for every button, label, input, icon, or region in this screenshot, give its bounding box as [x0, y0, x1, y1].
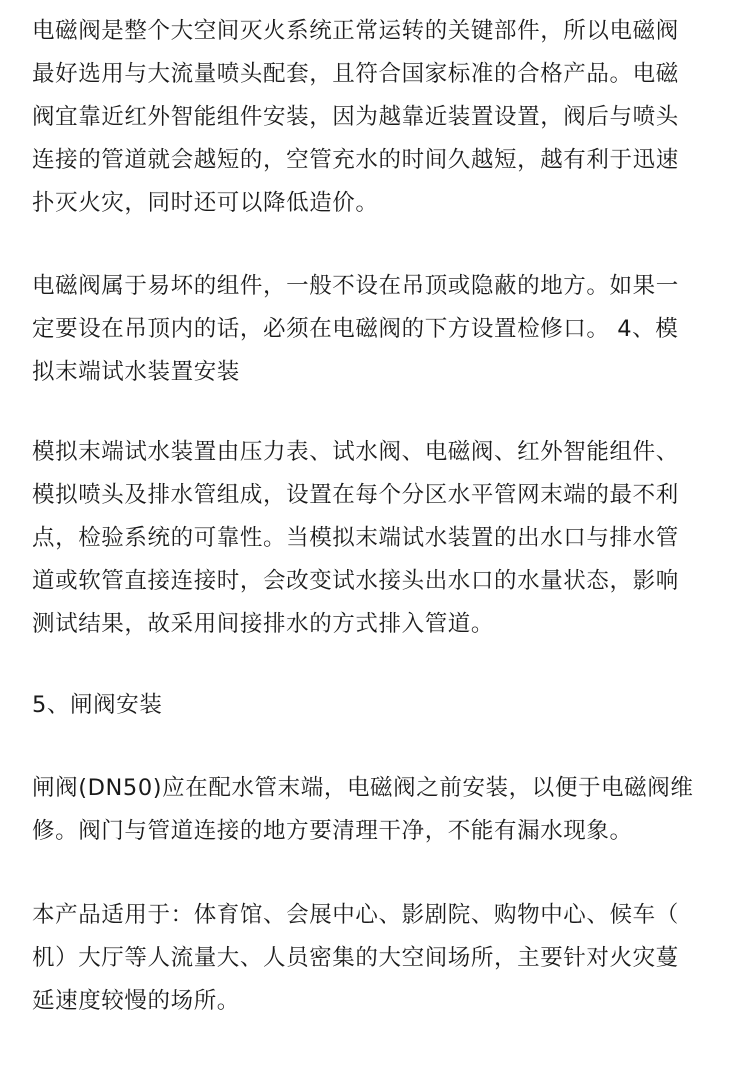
text-line: 拟末端试水装置安装 [32, 359, 240, 385]
text-line: 修。阀门与管道连接的地方要清理干净，不能有漏水现象。 [32, 818, 633, 844]
text-line: 阀宜靠近红外智能组件安装，因为越靠近装置设置，阀后与喷头 [32, 104, 679, 130]
text-line: 电磁阀属于易坏的组件，一般不设在吊顶或隐蔽的地方。如果一 [32, 273, 679, 299]
section-heading: 5、闸阀安装 [32, 692, 163, 718]
text-line: 测试结果，故采用间接排水的方式排入管道。 [32, 611, 495, 637]
text-line: 闸阀(DN50)应在配水管末端，电磁阀之前安装，以便于电磁阀维 [32, 775, 694, 801]
text-line: 连接的管道就会越短的，空管充水的时间久越短，越有利于迅速 [32, 147, 679, 173]
text-line: 延速度较慢的场所。 [32, 988, 240, 1014]
text-line: 模拟喷头及排水管组成，设置在每个分区水平管网末端的最不利 [32, 482, 679, 508]
text-line: 机）大厅等人流量大、人员密集的大空间场所，主要针对火灾蔓 [32, 945, 679, 971]
text-line: 扑灭火灾，同时还可以降低造价。 [32, 190, 379, 216]
text-line: 最好选用与大流量喷头配套，且符合国家标准的合格产品。电磁 [32, 61, 679, 87]
text-line: 模拟末端试水装置由压力表、试水阀、电磁阀、红外智能组件、 [32, 439, 679, 465]
text-line: 道或软管直接连接时，会改变试水接头出水口的水量状态，影响 [32, 568, 679, 594]
text-line: 点，检验系统的可靠性。当模拟末端试水装置的出水口与排水管 [32, 525, 679, 551]
text-line: 本产品适用于：体育馆、会展中心、影剧院、购物中心、候车（ [32, 902, 679, 928]
text-line: 定要设在吊顶内的话，必须在电磁阀的下方设置检修口。 4、模 [32, 316, 679, 342]
text-line: 电磁阀是整个大空间灭火系统正常运转的关键部件，所以电磁阀 [32, 18, 679, 44]
